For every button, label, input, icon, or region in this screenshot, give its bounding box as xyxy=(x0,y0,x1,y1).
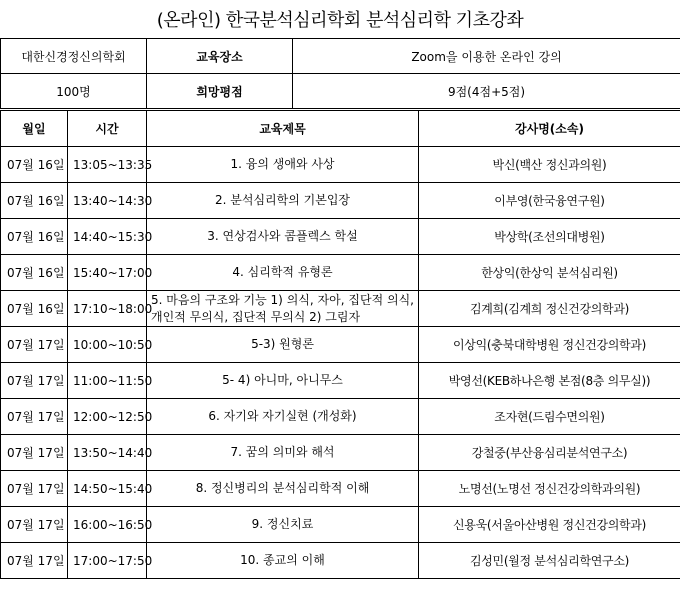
time-cell: 11:00~11:50 xyxy=(68,363,147,399)
instructor-cell: 한상익(한상익 분석심리원) xyxy=(419,255,680,291)
table-row xyxy=(1,219,680,255)
schedule-table xyxy=(0,110,680,579)
header-date: 월일 xyxy=(1,111,68,147)
instructor-cell: 김성민(월정 분석심리학연구소) xyxy=(419,543,680,579)
table-row xyxy=(1,363,680,399)
schedule-header-row xyxy=(1,111,680,147)
time-cell: 13:40~14:30 xyxy=(68,183,147,219)
time-cell: 17:10~18:00 xyxy=(68,291,147,327)
capacity-cell: 100명 xyxy=(1,74,147,109)
table-row xyxy=(1,507,680,543)
instructor-cell: 이부영(한국융연구원) xyxy=(419,183,680,219)
lecture-title-cell: 5-3) 원형론 xyxy=(147,327,419,363)
instructor-cell: 노명선(노명선 정신건강의학과의원) xyxy=(419,471,680,507)
time-cell: 13:50~14:40 xyxy=(68,435,147,471)
header-instructor: 강사명(소속) xyxy=(419,111,680,147)
credits-value: 9점(4점+5점) xyxy=(293,74,680,109)
date-cell: 07월 16일 xyxy=(1,219,68,255)
time-cell: 14:50~15:40 xyxy=(68,471,147,507)
time-cell: 13:05~13:35 xyxy=(68,147,147,183)
date-cell: 07월 17일 xyxy=(1,543,68,579)
time-cell: 17:00~17:50 xyxy=(68,543,147,579)
lecture-title-cell: 10. 종교의 이해 xyxy=(147,543,419,579)
header-title: 교육제목 xyxy=(147,111,419,147)
table-row xyxy=(1,255,680,291)
lecture-title-cell: 3. 연상검사와 콤플렉스 학설 xyxy=(147,219,419,255)
venue-label: 교육장소 xyxy=(147,39,293,74)
instructor-cell: 박신(백산 정신과의원) xyxy=(419,147,680,183)
instructor-cell: 이상익(충북대학병원 정신건강의학과) xyxy=(419,327,680,363)
lecture-title-cell: 6. 자기와 자기실현 (개성화) xyxy=(147,399,419,435)
lecture-title-cell: 7. 꿈의 의미와 해석 xyxy=(147,435,419,471)
credits-label: 희망평점 xyxy=(147,74,293,109)
time-cell: 16:00~16:50 xyxy=(68,507,147,543)
venue-value: Zoom을 이용한 온라인 강의 xyxy=(293,39,680,74)
info-row-venue xyxy=(1,39,680,74)
table-row xyxy=(1,399,680,435)
organization-cell: 대한신경정신의학회 xyxy=(1,39,147,74)
table-row xyxy=(1,183,680,219)
time-cell: 15:40~17:00 xyxy=(68,255,147,291)
lecture-title-cell: 9. 정신치료 xyxy=(147,507,419,543)
table-row xyxy=(1,543,680,579)
lecture-title-cell: 2. 분석심리학의 기본입장 xyxy=(147,183,419,219)
table-row xyxy=(1,291,680,327)
date-cell: 07월 17일 xyxy=(1,435,68,471)
lecture-title-cell: 5- 4) 아니마, 아니무스 xyxy=(147,363,419,399)
instructor-cell: 강철중(부산융심리분석연구소) xyxy=(419,435,680,471)
lecture-title-cell: 8. 정신병리의 분석심리학적 이해 xyxy=(147,471,419,507)
date-cell: 07월 17일 xyxy=(1,399,68,435)
lecture-title-cell: 4. 심리학적 유형론 xyxy=(147,255,419,291)
instructor-cell: 박영선(KEB하나은행 본점(8층 의무실)) xyxy=(419,363,680,399)
date-cell: 07월 17일 xyxy=(1,507,68,543)
date-cell: 07월 16일 xyxy=(1,255,68,291)
lecture-title-cell: 1. 융의 생애와 사상 xyxy=(147,147,419,183)
instructor-cell: 신용욱(서울아산병원 정신건강의학과) xyxy=(419,507,680,543)
info-table xyxy=(0,38,680,109)
date-cell: 07월 17일 xyxy=(1,327,68,363)
instructor-cell: 조자현(드림수면의원) xyxy=(419,399,680,435)
date-cell: 07월 17일 xyxy=(1,363,68,399)
lecture-title-cell: 5. 마음의 구조와 기능 1) 의식, 자아, 집단적 의식, 개인적 무의식, 집단적 무의식 2) 그림자 xyxy=(147,291,419,327)
date-cell: 07월 16일 xyxy=(1,183,68,219)
date-cell: 07월 16일 xyxy=(1,291,68,327)
time-cell: 10:00~10:50 xyxy=(68,327,147,363)
info-row-credits xyxy=(1,74,680,109)
table-row xyxy=(1,471,680,507)
date-cell: 07월 16일 xyxy=(1,147,68,183)
table-row xyxy=(1,147,680,183)
table-row xyxy=(1,435,680,471)
instructor-cell: 김계희(김계희 정신건강의학과) xyxy=(419,291,680,327)
table-row xyxy=(1,327,680,363)
header-time: 시간 xyxy=(68,111,147,147)
time-cell: 12:00~12:50 xyxy=(68,399,147,435)
date-cell: 07월 17일 xyxy=(1,471,68,507)
instructor-cell: 박상학(조선의대병원) xyxy=(419,219,680,255)
page-title: (온라인) 한국분석심리학회 분석심리학 기초강좌 xyxy=(156,10,524,31)
time-cell: 14:40~15:30 xyxy=(68,219,147,255)
